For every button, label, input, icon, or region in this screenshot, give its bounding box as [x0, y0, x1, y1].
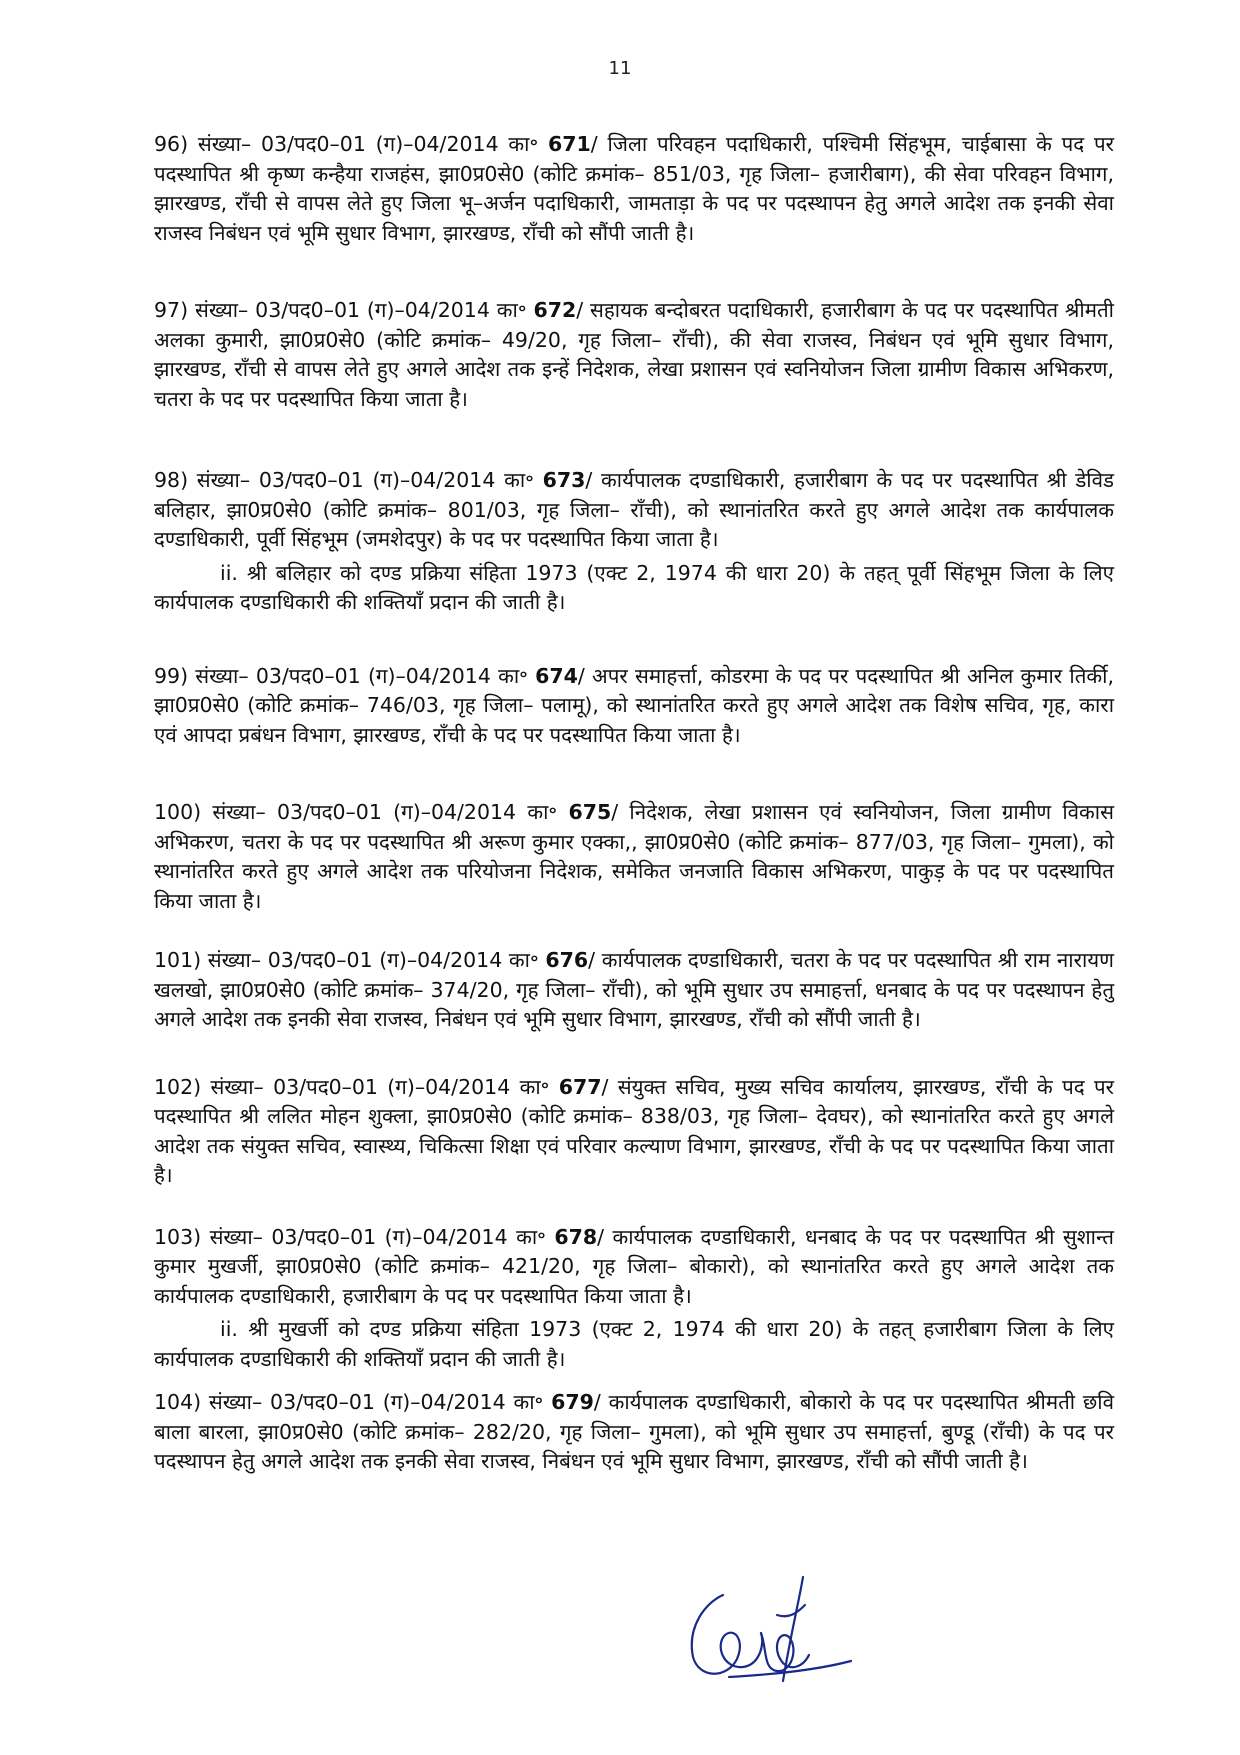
order-paragraph [154, 798, 1114, 916]
order-number: 673 [542, 468, 586, 492]
order-reference: 100) संख्या– 03/पद0–01 (ग)–04/2014 का॰ [154, 800, 558, 824]
order-paragraph [154, 662, 1114, 751]
order-entry-103 [154, 1223, 1114, 1375]
order-text: / अपर समाहर्त्ता, कोडरमा के पद पर पदस्थापित श्री अनिल कुमार तिर्की, झा0प्र0से0 (कोटि क्रमांक– 746/03, गृह जिला– पलामू), को स्थानांतरित करते हुए अगले आदेश तक विशेष सचिव, गृह, कारा एवं आपदा प्रबंधन विभाग, झारखण्ड, राँची के पद पर पदस्थापित किया जाता है। [154, 663, 1114, 747]
order-text: / कार्यपालक दण्डाधिकारी, चतरा के पद पर पदस्थापित श्री राम नारायण खलखो, झा0प्र0से0 (कोटि क्रमांक– 374/20, गृह जिला– राँची), को भूमि सुधार उप समाहर्त्ता, धनबाद के पद पर पदस्थापन हेतु अगले आदेश तक इनकी सेवा राजस्व, निबंधन एवं भूमि सुधार विभाग, झारखण्ड, राँची को सौंपी जाती है। [154, 948, 1114, 1031]
order-entry-96 [154, 130, 1114, 248]
order-text: / सहायक बन्दोबरत पदाधिकारी, हजारीबाग के पद पर पदस्थापित श्रीमती अलका कुमारी, झा0प्र0से0 (कोटि क्रमांक– 49/20, गृह जिला– राँची), की सेवा राजस्व, निबंधन एवं भूमि सुधार विभाग, झारखण्ड, राँची से वापस लेते हुए अगले आदेश तक इन्हें निदेशक, लेखा प्रशासन एवं स्वनियोजन जिला ग्रामीण विकास अभिकरण, चतरा के पद पर पदस्थापित किया जाता है। [154, 298, 1114, 411]
order-number: 678 [554, 1224, 598, 1249]
order-number: 677 [558, 1074, 602, 1099]
order-reference: 102) संख्या– 03/पद0–01 (ग)–04/2014 का॰ [154, 1074, 550, 1099]
order-number: 679 [551, 1390, 594, 1414]
order-paragraph [154, 1073, 1114, 1191]
order-number: 675 [568, 800, 612, 824]
handwritten-signature [665, 1575, 855, 1695]
order-entry-98 [154, 466, 1114, 618]
order-entry-104 [154, 1388, 1114, 1477]
order-text: / निदेशक, लेखा प्रशासन एवं स्वनियोजन, जिला ग्रामीण विकास अभिकरण, चतरा के पद पर पदस्थापित श्री अरूण कुमार एक्का,, झा0प्र0से0 (कोटि क्रमांक– 877/03, गृह जिला– गुमला), को स्थानांतरित करते हुए अगले आदेश तक परियोजना निदेशक, समेकित जनजाति विकास अभिकरण, पाकुड़ के पद पर पदस्थापित किया जाता है। [154, 800, 1114, 913]
order-sub-clause: ii. श्री बलिहार को दण्ड प्रक्रिया संहिता 1973 (एक्ट 2, 1974 की धारा 20) के तहत् पूर्वी सिंहभूम जिला के लिए कार्यपालक दण्डाधिकारी की शक्तियाँ प्रदान की जाती है। [154, 560, 1114, 614]
order-entry-99 [154, 662, 1114, 751]
order-text: / कार्यपालक दण्डाधिकारी, बोकारो के पद पर पदस्थापित श्रीमती छवि बाला बारला, झा0प्र0से0 (कोटि क्रमांक– 282/20, गृह जिला– गुमला), को भूमि सुधार उप समाहर्त्ता, बुण्डू (राँची) के पद पर पदस्थापन हेतु अगले आदेश तक इनकी सेवा राजस्व, निबंधन एवं भूमि सुधार विभाग, झारखण्ड, राँची को सौंपी जाती है। [154, 1390, 1114, 1473]
order-reference: 101) संख्या– 03/पद0–01 (ग)–04/2014 का॰ [154, 948, 539, 972]
order-reference: 99) संख्या– 03/पद0–01 (ग)–04/2014 का॰ [154, 663, 528, 688]
order-number: 674 [535, 663, 578, 688]
order-paragraph [154, 946, 1114, 1035]
order-entry-97 [154, 296, 1114, 414]
order-text: / जिला परिवहन पदाधिकारी, पश्चिमी सिंहभूम, चाईबासा के पद पर पदस्थापित श्री कृष्ण कन्हैया राजहंस, झा0प्र0से0 (कोटि क्रमांक– 851/03, गृह जिला– हजारीबाग), की सेवा परिवहन विभाग, झारखण्ड, राँची से वापस लेते हुए जिला भू–अर्जन पदाधिकारी, जामताड़ा के पद पर पदस्थापन हेतु अगले आदेश तक इनकी सेवा राजस्व निबंधन एवं भूमि सुधार विभाग, झारखण्ड, राँची को सौंपी जाती है। [154, 132, 1114, 245]
order-number: 672 [533, 298, 577, 322]
order-reference: 98) संख्या– 03/पद0–01 (ग)–04/2014 का॰ [154, 468, 534, 492]
order-paragraph [154, 466, 1114, 555]
order-text: / संयुक्त सचिव, मुख्य सचिव कार्यालय, झारखण्ड, राँची के पद पर पदस्थापित श्री ललित मोहन शुक्ला, झा0प्र0से0 (कोटि क्रमांक– 838/03, गृह जिला– देवघर), को स्थानांतरित करते हुए अगले आदेश तक संयुक्त सचिव, स्वास्थ्य, चिकित्सा शिक्षा एवं परिवार कल्याण विभाग, झारखण्ड, राँची के पद पर पदस्थापित किया जाता है। [154, 1074, 1114, 1187]
order-number: 676 [545, 948, 589, 972]
order-text: / कार्यपालक दण्डाधिकारी, धनबाद के पद पर पदस्थापित श्री सुशान्त कुमार मुखर्जी, झा0प्र0से0 (कोटि क्रमांक– 421/20, गृह जिला– बोकारो), को स्थानांतरित करते हुए अगले आदेश तक कार्यपालक दण्डाधिकारी, हजारीबाग के पद पर पदस्थापित किया जाता है। [154, 1224, 1114, 1308]
order-reference: 97) संख्या– 03/पद0–01 (ग)–04/2014 का॰ [154, 298, 527, 322]
order-paragraph [154, 296, 1114, 414]
page-number: 11 [608, 58, 632, 79]
order-entries [154, 130, 1114, 1477]
order-reference: 103) संख्या– 03/पद0–01 (ग)–04/2014 का॰ [154, 1224, 546, 1249]
order-paragraph [154, 1223, 1114, 1312]
order-text: / कार्यपालक दण्डाधिकारी, हजारीबाग के पद पर पदस्थापित श्री डेविड बलिहार, झा0प्र0से0 (कोटि क्रमांक– 801/03, गृह जिला– राँची), को स्थानांतरित करते हुए अगले आदेश तक कार्यपालक दण्डाधिकारी, पूर्वी सिंहभूम (जमशेदपुर) के पद पर पदस्थापित किया जाता है। [154, 468, 1114, 551]
order-number: 671 [548, 132, 591, 156]
order-reference: 96) संख्या– 03/पद0–01 (ग)–04/2014 का॰ [154, 132, 539, 156]
order-reference: 104) संख्या– 03/पद0–01 (ग)–04/2014 का॰ [154, 1390, 544, 1414]
order-paragraph [154, 1388, 1114, 1477]
order-entry-100 [154, 798, 1114, 916]
order-entry-101 [154, 946, 1114, 1035]
order-paragraph [154, 130, 1114, 248]
order-entry-102 [154, 1073, 1114, 1191]
order-sub-clause: ii. श्री मुखर्जी को दण्ड प्रक्रिया संहिता 1973 (एक्ट 2, 1974 की धारा 20) के तहत् हजारीबाग जिला के लिए कार्यपालक दण्डाधिकारी की शक्तियाँ प्रदान की जाती है। [154, 1317, 1114, 1371]
